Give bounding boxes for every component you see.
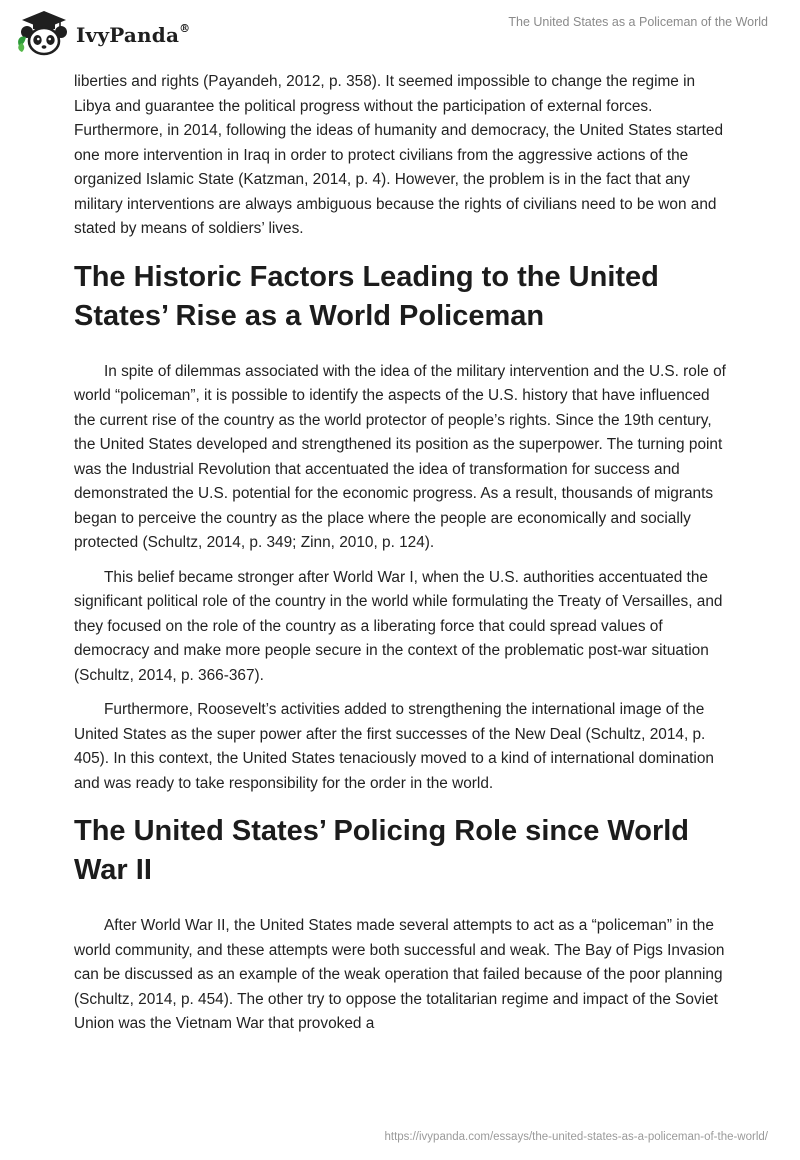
section-heading: The Historic Factors Leading to the United States’ Rise as a World Policeman	[74, 260, 659, 332]
page-header	[0, 0, 800, 70]
paragraph: After World War II, the United States made several attempts to act as a “policeman” in the world community, and these attempts were both successful and weak. The Bay of Pigs Invasion can be discussed as an example of the weak operation that failed because of the poor planning (Schultz, 2014, p. 454). The other try to oppose the totalitarian regime and impact of the Soviet Union was the Vietnam War that provoked a	[74, 917, 725, 1032]
paragraph: Furthermore, Roosevelt’s activities added to strengthening the international image of the United States as the super power after the first successes of the New Deal (Schultz, 2014, p. 405). In this context, the United States tenaciously moved to a kind of international domination and was ready to take responsibility for the order in the world.	[74, 701, 714, 792]
source-url[interactable]: https://ivypanda.com/essays/the-united-states-as-a-policeman-of-the-world/	[384, 1131, 768, 1143]
essay-body	[74, 70, 734, 1047]
ivypanda-logo[interactable]	[14, 8, 190, 60]
paragraph: In spite of dilemmas associated with the idea of the military intervention and the U.S. role of world “policeman”, it is possible to identify the aspects of the U.S. history that have influenced the current rise of the country as the world protector of people’s rights. Since the 19th century, the United States developed and strengthened its position as the superpower. The turning point was the Industrial Revolution that accentuated the idea of transformation for success and demonstrated the U.S. potential for the economic progress. As a result, thousands of migrants began to perceive the country as the place where the people are economically and socially protected (Schultz, 2014, p. 349; Zinn, 2010, p. 124).	[74, 362, 726, 551]
paragraph: This belief became stronger after World War I, when the U.S. authorities accentuated the significant political role of the country in the world while formulating the Treaty of Versailles, and they focused on the role of the country as a liberating force that could spread values of democracy and make more people secure in the context of the problematic post-war situation (Schultz, 2014, p. 366-367).	[74, 568, 723, 684]
panda-graduate-icon	[14, 8, 72, 60]
paragraph: liberties and rights (Payandeh, 2012, p. 358). It seemed impossible to change the regime in Libya and guarantee the political progress without the participation of external forces. Furthermore, in 2014, following the ideas of humanity and democracy, the United States started one more intervention in Iraq in order to protect civilians from the aggressive actions of the organized Islamic State (Katzman, 2014, p. 4). However, the problem is in the fact that any military interventions are always ambiguous because the rights of civilians need to be won and stated by means of soldiers’ lives.	[74, 73, 724, 237]
section-heading: The United States’ Policing Role since World War II	[74, 815, 690, 886]
brand-name: IvyPanda®	[76, 22, 191, 47]
document-title: The United States as a Policeman of the World	[508, 15, 768, 29]
